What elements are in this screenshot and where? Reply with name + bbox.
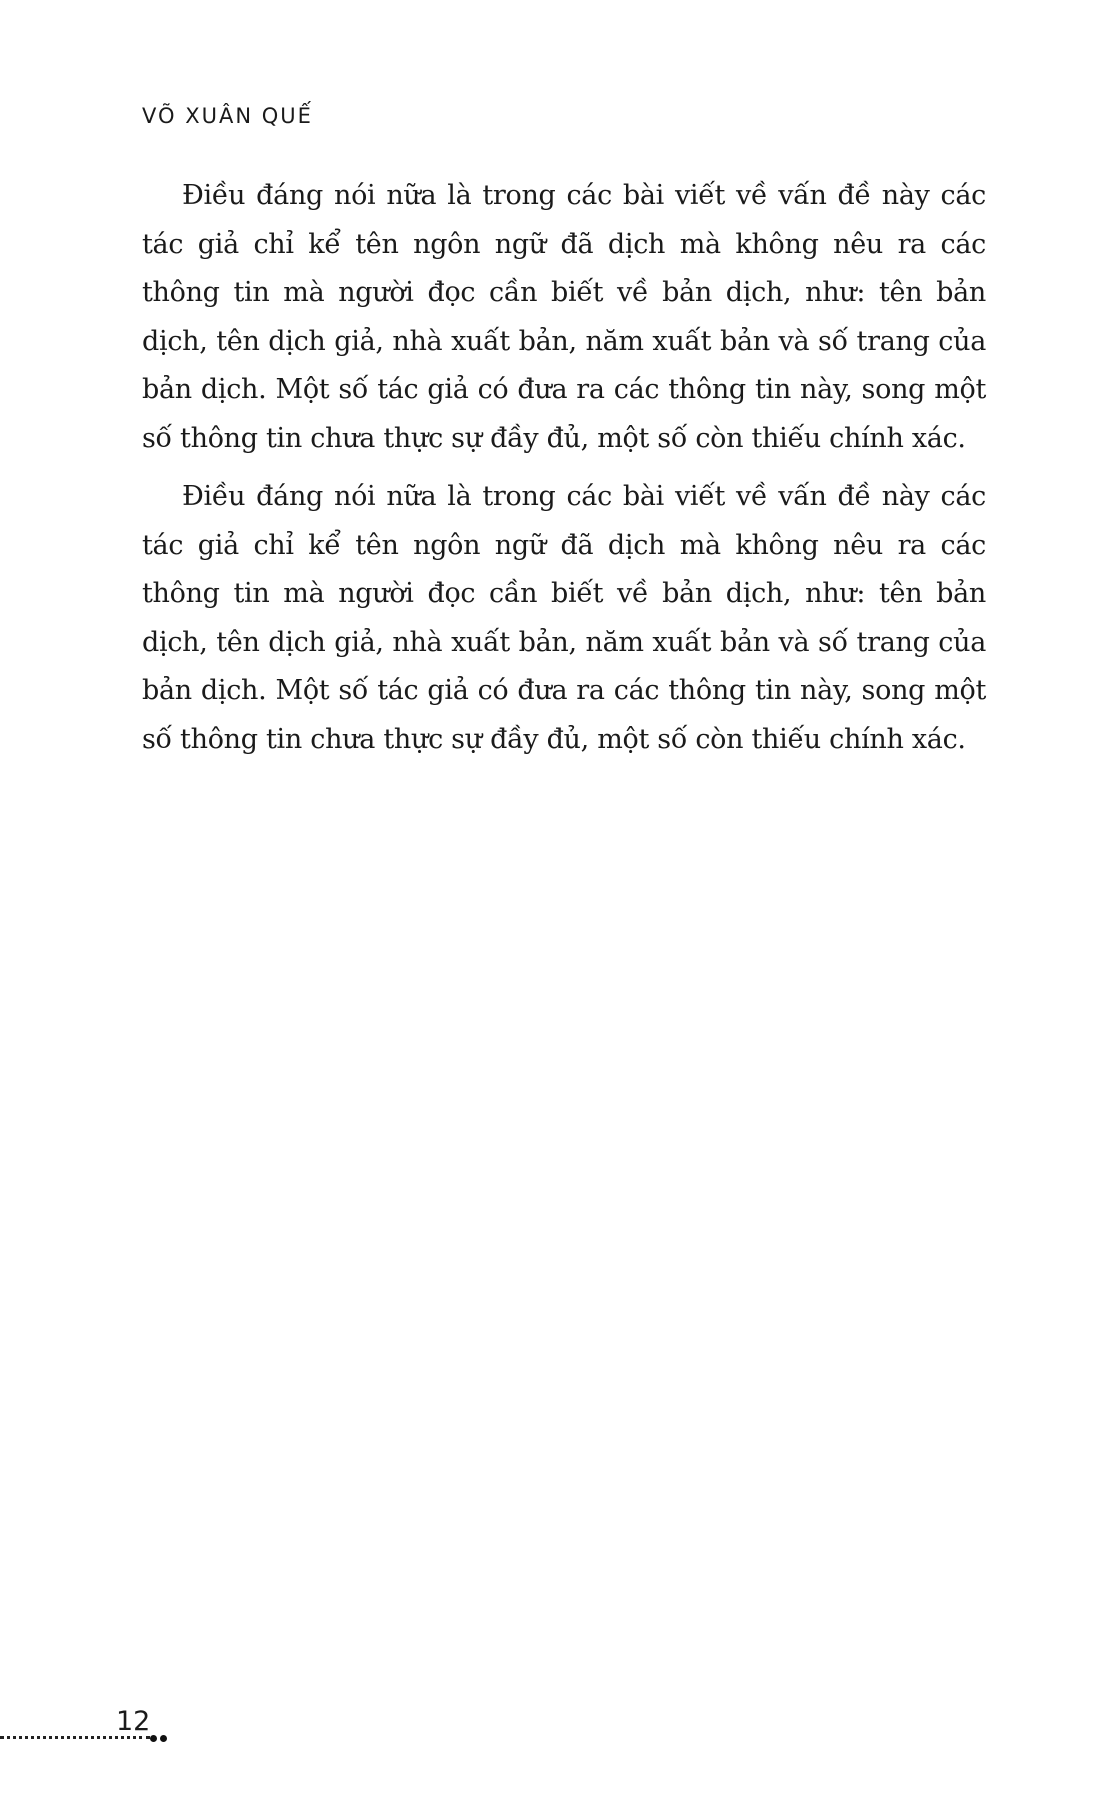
leader-dot [150,1735,157,1742]
body-text [142,172,986,774]
paragraph-1: Điều đáng nói nữa là trong các bài viết về vấn đề này các tác giả chỉ kể tên ngôn ngữ đã dịch mà không nêu ra các thông tin mà người đọc cần biết về bản dịch, như: tên bản dịch, tên dịch giả, nhà xuất bản, năm xuất bản và số trang của bản dịch. Một số tác giả có đưa ra các thông tin này, song một số thông tin chưa thực sự đầy đủ, một số còn thiếu chính xác. [142,180,986,454]
leader-dot [160,1735,167,1742]
page-footer [0,1706,170,1746]
paragraph-2: Điều đáng nói nữa là trong các bài viết về vấn đề này các tác giả chỉ kể tên ngôn ngữ đã dịch mà không nêu ra các thông tin mà người đọc cần biết về bản dịch, như: tên bản dịch, tên dịch giả, nhà xuất bản, năm xuất bản và số trang của bản dịch. Một số tác giả có đưa ra các thông tin này, song một số thông tin chưa thực sự đầy đủ, một số còn thiếu chính xác. [142,481,986,755]
page-number: 12 [116,1706,151,1737]
running-header-author: VÕ XUÂN QUẾ [142,104,313,128]
